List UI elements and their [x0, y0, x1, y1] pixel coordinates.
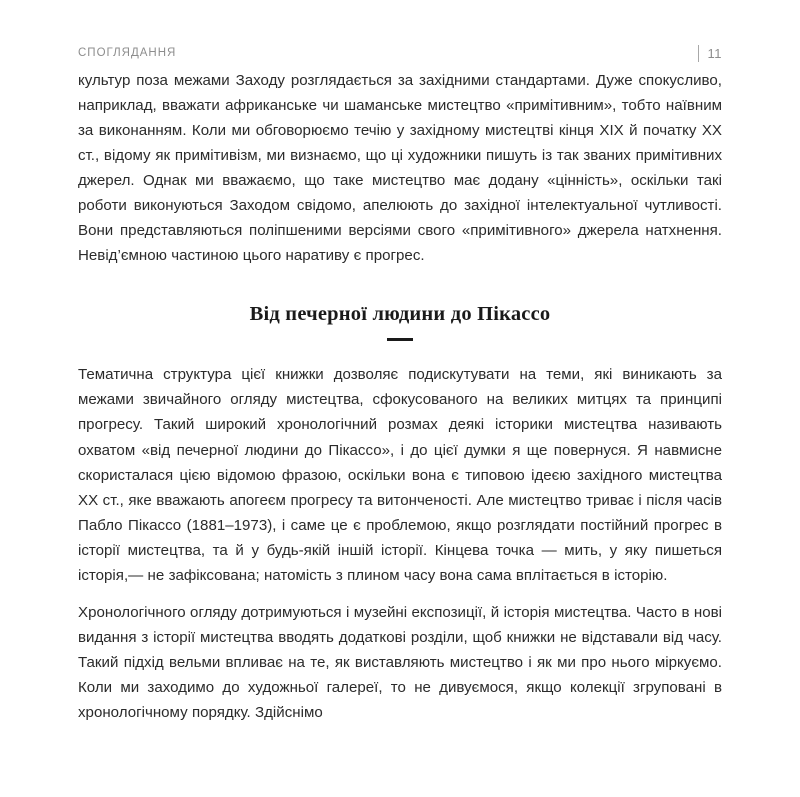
section-divider-rule: [387, 338, 413, 341]
running-head-separator-rule: [698, 45, 699, 62]
body-paragraph-1: культур поза межами Заходу розглядається за західними стандартами. Дуже спокусливо, наприклад, вважати африканське чи шаманське мистецтво «примітивним», тобто наївним за виконанням. Коли ми обговорюємо течію у західному мистецтві кінця XIX й початку XX ст., відому як примітивізм, ми визнаємо, що ці художники пишуть із так званих примітивних джерел. Однак ми вважаємо, що таке мистецтво має додану «цінність», оскільки такі роботи виконуються Заходом свідомо, апелюють до західної інтелектуальної чутливості. Вони представляються поліпшеними версіями свого «примітивного» джерела натхнення. Невід’ємною частиною цього наративу є прогрес.: [78, 72, 722, 265]
body-paragraph-3: Хронологічного огляду дотримуються і музейні експозиції, й історія мистецтва. Часто в нові видання з історії мистецтва вводять додаткові розділи, щоб книжки не відставали від часу. Такий підхід вельми впливає на те, як виставляють мистецтво і як ми про нього міркуємо. Коли ми заходимо до художньої галереї, то не дивуємося, якщо колекції згруповані в хронологічному порядку. Здійснімо: [78, 603, 722, 721]
running-head-right: [698, 45, 723, 62]
body-paragraph-2: Тематична структура цієї книжки дозволяє подискутувати на теми, які виникають за межами звичайного огляду мистецтва, сфокусованого на великих митцях та принципі прогресу. Такий широкий хронологічний розмах деякі історики мистецтва називають охватом «від печерної людини до Пікассо», і до цієї думки я ще повернуся. Я навмисне скористалася цією відомою фразою, оскільки вона є типовою ідеєю західного мистецтва XX ст., яке вважають апогеєм прогресу та витонченості. Але мистецтво триває і після часів Пабло Пікассо (1881–1973), і саме це є проблемою, якщо розглядати постійний прогрес в історії мистецтва, та й у будь-якій іншій історії. Кінцева точка — мить, у яку пишеться історія,— не зафіксована; натомість з плином часу вона сама вплітається в історію.: [78, 366, 722, 584]
text-column: [78, 68, 722, 725]
running-head-title: СПОГЛЯДАННЯ: [78, 47, 177, 59]
running-head: [78, 42, 722, 64]
section-heading: Від печерної людини до Пікассо: [249, 303, 551, 326]
page-number: 11: [707, 45, 722, 61]
section-rule-wrapper: [78, 327, 722, 362]
